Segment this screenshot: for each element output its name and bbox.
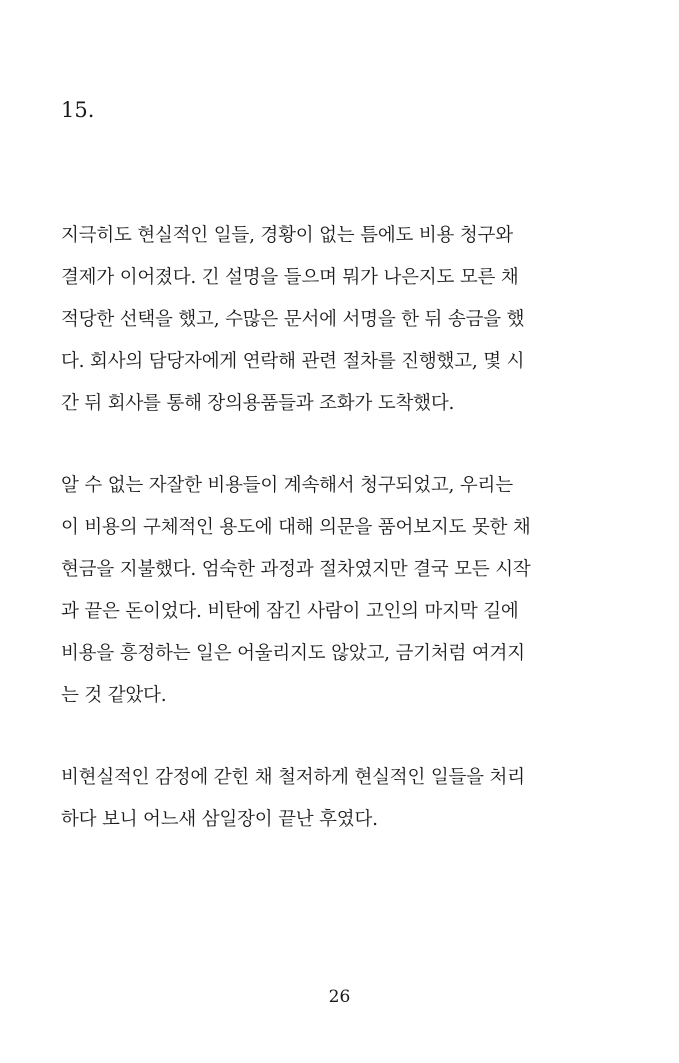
paragraph-line: 다. 회사의 담당자에게 연락해 관련 절차를 진행했고, 몇 시 [61, 351, 525, 372]
chapter-number: 15. [61, 98, 95, 122]
paragraph-line: 적당한 선택을 했고, 수많은 문서에 서명을 한 뒤 송금을 했 [61, 309, 525, 330]
paragraph-line: 하다 보니 어느새 삼일장이 끝난 후였다. [61, 809, 378, 830]
paragraph-line: 과 끝은 돈이었다. 비탄에 잠긴 사람이 고인의 마지막 길에 [61, 601, 519, 622]
paragraph-line: 현금을 지불했다. 엄숙한 과정과 절차였지만 결국 모든 시작 [61, 559, 531, 580]
paragraph-line: 결제가 이어졌다. 긴 설명을 들으며 뭐가 나은지도 모른 채 [61, 267, 519, 288]
paragraph-line: 이 비용의 구체적인 용도에 대해 의문을 품어보지도 못한 채 [61, 517, 531, 538]
paragraph-3 [61, 757, 581, 841]
paragraph-line: 비용을 흥정하는 일은 어울리지도 않았고, 금기처럼 여겨지 [61, 643, 525, 664]
paragraph-2 [61, 465, 581, 717]
paragraph-line: 는 것 같았다. [61, 685, 167, 706]
paragraph-line: 비현실적인 감정에 갇힌 채 철저하게 현실적인 일들을 처리 [61, 767, 525, 788]
paragraph-1 [61, 215, 581, 425]
paragraph-line: 간 뒤 회사를 통해 장의용품들과 조화가 도착했다. [61, 393, 455, 414]
page-number: 26 [328, 987, 351, 1007]
paragraph-line: 알 수 없는 자잘한 비용들이 계속해서 청구되었고, 우리는 [61, 475, 513, 496]
paragraph-line: 지극히도 현실적인 일들, 경황이 없는 틈에도 비용 청구와 [61, 225, 513, 246]
